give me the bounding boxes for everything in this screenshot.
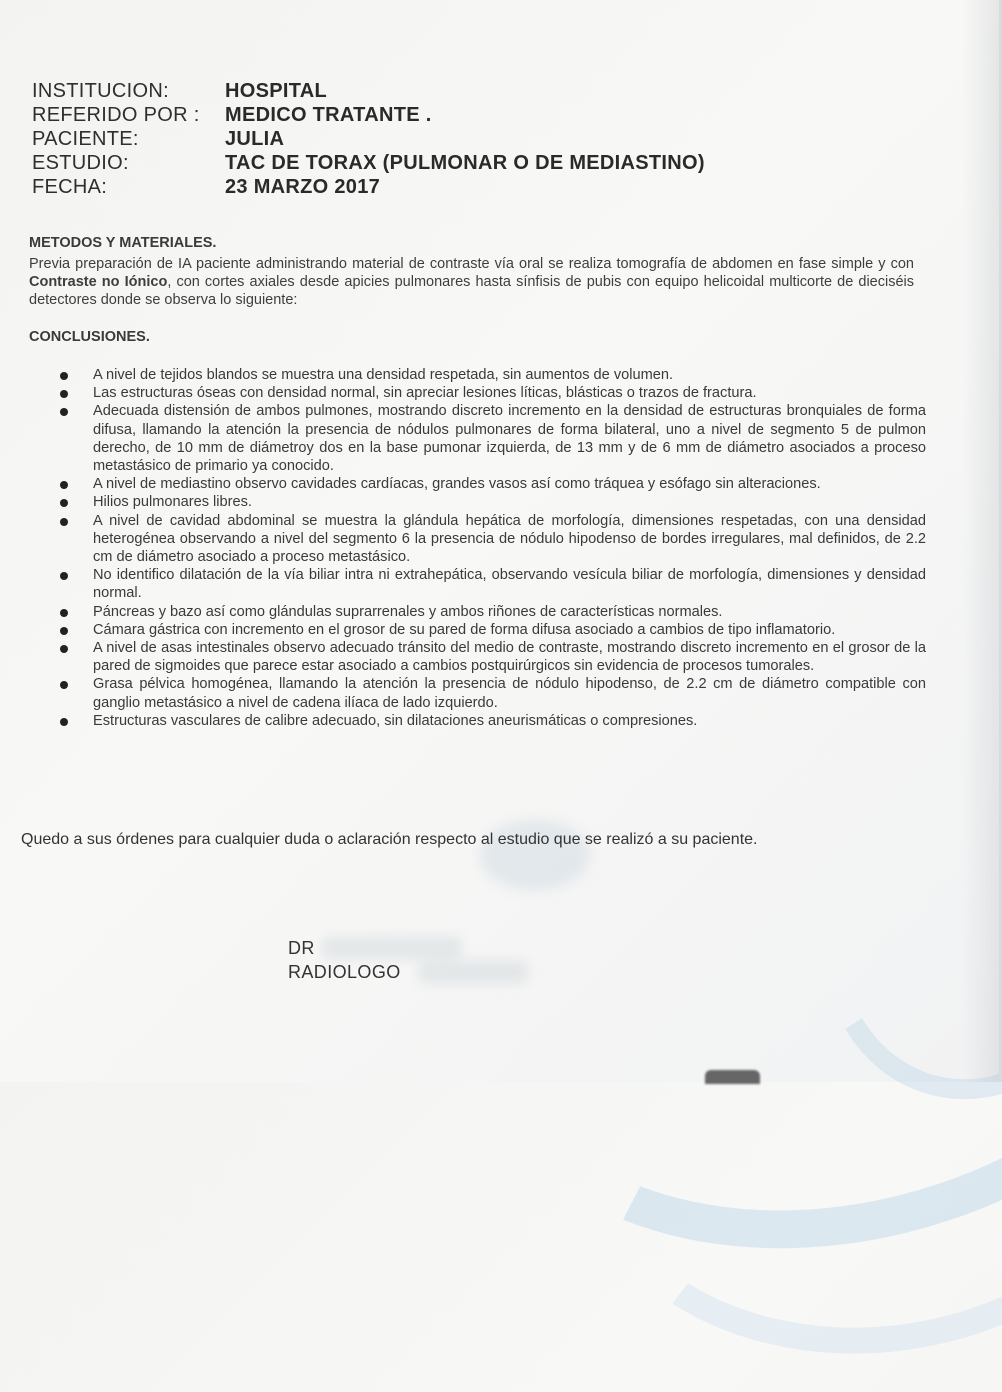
closing-statement: Quedo a sus órdenes para cualquier duda o aclaración respecto al estudio que se realizó a su paciente. <box>21 831 758 848</box>
header-label: REFERIDO POR : <box>32 104 200 126</box>
header-row-institucion <box>32 79 705 103</box>
signature-title: DR <box>288 938 315 958</box>
list-item: Estructuras vasculares de calibre adecuado, sin dilataciones aneurismáticas o compresiones. <box>60 712 926 730</box>
list-item: Grasa pélvica homogénea, llamando la atención la presencia de nódulo hipodenso, de 2.2 cm de diámetro compatible con ganglio metastásico a nivel de cadena ilíaca de lado izquierdo. <box>60 675 926 711</box>
methods-text: Previa preparación de IA paciente administrando material de contraste vía oral se realiza tomografía de abdomen en fase simple y con <box>29 256 914 272</box>
signature-role: RADIOLOGO <box>288 962 401 982</box>
list-item: No identifico dilatación de la vía biliar intra ni extrahepática, observando vesícula biliar de morfología, dimensiones y densidad normal. <box>60 566 926 602</box>
header-value: 23 MARZO 2017 <box>225 176 381 198</box>
paper-shadow <box>962 0 1002 1082</box>
methods-paragraph <box>29 255 914 309</box>
header-value: MEDICO TRATANTE . <box>225 104 432 126</box>
methods-text: , con cortes axiales desde apicies pulmonares hasta sínfisis de pubis con equipo helicoidal multicorte de dieciséis detectores donde se observa lo siguiente: <box>29 274 914 308</box>
header-row-referido <box>32 103 705 127</box>
header-label: ESTUDIO: <box>32 152 129 174</box>
list-item: A nivel de cavidad abdominal se muestra la glándula hepática de morfología, dimensiones respetadas, con una densidad heterogénea observando a nivel del segmento 6 la presencia de nódulo hipodenso de bordes irregulares, mal definidos, de 2.2 cm de diámetro asociado a proceso metastásico. <box>60 512 926 567</box>
methods-title: METODOS Y MATERIALES. <box>29 235 217 251</box>
list-item: Cámara gástrica con incremento en el grosor de su pared de forma difusa asociado a cambios de tipo inflamatorio. <box>60 621 926 639</box>
list-item: Hilios pulmonares libres. <box>60 493 926 511</box>
header-label: INSTITUCION: <box>32 80 169 102</box>
header-label: PACIENTE: <box>32 128 139 150</box>
list-item: Adecuada distensión de ambos pulmones, mostrando discreto incremento en la densidad de estructuras bronquiales de forma difusa, llamando la atención la presencia de nódulos pulmonares de forma bilateral, uno a nivel de segmento 5 de pulmon derecho, de 10 mm de diámetroy dos en la base pumonar izquierda, de 13 mm y de 6 mm de diámetro asociados a proceso metastásico de primario ya conocido. <box>60 402 926 475</box>
header-value: JULIA <box>225 128 285 150</box>
header-value: HOSPITAL <box>225 80 328 102</box>
header-row-fecha <box>32 175 705 199</box>
conclusions-list <box>60 366 926 730</box>
list-item: A nivel de mediastino observo cavidades cardíacas, grandes vasos así como tráquea y esófago sin alteraciones. <box>60 475 926 493</box>
list-item: Las estructuras óseas con densidad normal, sin apreciar lesiones líticas, blásticas o trazos de fractura. <box>60 384 926 402</box>
list-item: Páncreas y bazo así como glándulas suprarrenales y ambos riñones de características normales. <box>60 603 926 621</box>
list-item: A nivel de asas intestinales observo adecuado tránsito del medio de contraste, mostrando discreto incremento en el grosor de la pared de sigmoides que parece estar asociado a cambios postquirúrgicos sin evidencia de procesos tumorales. <box>60 639 926 675</box>
header-label: FECHA: <box>32 176 108 198</box>
header-value: TAC DE TORAX (PULMONAR O DE MEDIASTINO) <box>225 152 705 174</box>
methods-bold-text: Contraste no Iónico <box>29 274 168 290</box>
report-header <box>32 79 705 199</box>
redacted-signature <box>418 960 528 984</box>
list-item: A nivel de tejidos blandos se muestra una densidad respetada, sin aumentos de volumen. <box>60 366 926 384</box>
header-row-estudio <box>32 151 705 175</box>
redacted-name <box>322 936 462 960</box>
conclusions-title: CONCLUSIONES. <box>29 329 150 345</box>
header-row-paciente <box>32 127 705 151</box>
